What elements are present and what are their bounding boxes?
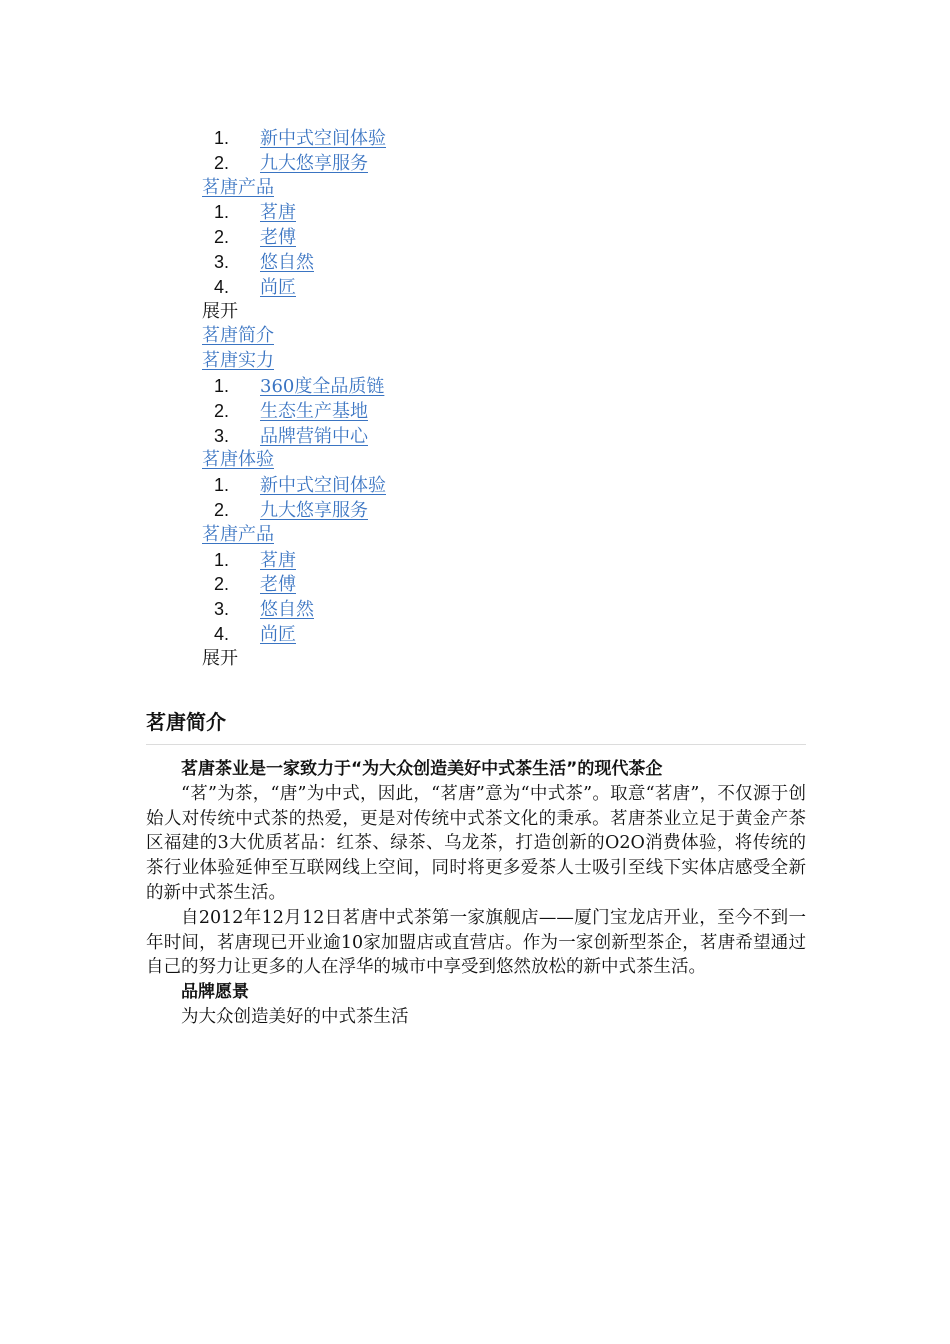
nav-item-link[interactable]: 茗唐产品 [202, 523, 274, 545]
nav-subitem-number: 3. [213, 425, 229, 446]
nav-subitem-link[interactable]: 茗唐 [260, 549, 296, 571]
section-title: 茗唐简介 [146, 704, 806, 745]
nav-subitem [202, 126, 822, 151]
nav-subitem [202, 374, 822, 399]
nav-subitem-number: 1. [213, 475, 229, 496]
nav-item [202, 176, 822, 201]
expand-toggle[interactable]: 展开 [202, 300, 238, 322]
nav-item [202, 647, 822, 672]
nav-subitem-link[interactable]: 九大悠享服务 [260, 499, 368, 521]
nav-item [202, 349, 822, 374]
nav-subitem-number: 1. [213, 128, 229, 148]
nav-subitem-link[interactable]: 尚匠 [260, 276, 296, 298]
article-paragraph: “茗”为茶，“唐”为中式，因此，“茗唐”意为“中式茶”。取意“茗唐”，不仅源于创始人对传统中式茶的热爱，更是对传统中式茶文化的秉承。茗唐茶业立足于黄金产茶区福建的3大优质茗品：红茶、绿茶、乌龙茶，打造创新的O2O消费体验，将传统的茶行业体验延伸至互联网线上空间，同时将更多爱茶人士吸引至线下实体店感受全新的新中式茶生活。 [146, 783, 806, 903]
nav-subitem-link[interactable]: 老傅 [260, 574, 296, 596]
nav-subitem [202, 548, 822, 573]
nav-subitem-number: 2. [213, 574, 229, 595]
article-section [146, 704, 806, 1030]
nav-subitem [202, 622, 822, 647]
nav-subitem [202, 151, 822, 176]
nav-item [202, 324, 822, 349]
nav-subitem-number: 2. [213, 400, 229, 421]
nav-subitem [202, 399, 822, 424]
nav-subitem [202, 275, 822, 300]
nav-subitem-number: 3. [213, 251, 229, 272]
nav-subitem-number: 2. [213, 499, 229, 520]
nav-item-link[interactable]: 茗唐产品 [202, 176, 274, 198]
nav-subitem [202, 597, 822, 622]
nav-item-link[interactable]: 茗唐体验 [202, 449, 274, 471]
nav-subitem-link[interactable]: 老傅 [260, 227, 296, 249]
nav-subitem-number: 2. [213, 227, 229, 248]
nav-subitem-link[interactable]: 生态生产基地 [260, 400, 368, 422]
nav-subitem [202, 200, 822, 225]
nav-subitem-number: 1. [213, 375, 229, 396]
nav-subitem-number: 4. [213, 623, 229, 644]
nav-item-link[interactable]: 茗唐实力 [202, 350, 274, 372]
nav-subitem-link[interactable]: 九大悠享服务 [260, 152, 368, 174]
nav-subitem-link[interactable]: 新中式空间体验 [260, 128, 386, 149]
nav-item [202, 448, 822, 473]
nav-subitem [202, 250, 822, 275]
nav-item [202, 523, 822, 548]
nav-subitem [202, 473, 822, 498]
nav-subitem [202, 424, 822, 449]
nav-subitem-link[interactable]: 悠自然 [260, 599, 314, 621]
nav-subitem [202, 225, 822, 250]
navigation-menu [202, 126, 822, 672]
nav-subitem-link[interactable]: 品牌营销中心 [260, 425, 368, 447]
nav-subitem-number: 3. [213, 599, 229, 620]
expand-toggle[interactable]: 展开 [202, 647, 238, 669]
nav-subitem-link[interactable]: 茗唐 [260, 202, 296, 224]
nav-item [202, 300, 822, 325]
nav-subitem-link[interactable]: 360度全品质链 [260, 375, 385, 397]
article-paragraph: 自2012年12月12日茗唐中式茶第一家旗舰店——厦门宝龙店开业，至今不到一年时间，茗唐现已开业逾10家加盟店或直营店。作为一家创新型茶企，茗唐希望通过自己的努力让更多的人在浮华的城市中享受到悠然放松的新中式茶生活。 [146, 907, 806, 978]
nav-subitem-number: 1. [213, 202, 229, 223]
nav-subitem-link[interactable]: 尚匠 [260, 623, 296, 645]
nav-subitem [202, 498, 822, 523]
nav-subitem-link[interactable]: 新中式空间体验 [260, 475, 386, 497]
nav-subitem [202, 572, 822, 597]
article-content [146, 757, 806, 1030]
article-heading: 品牌愿景 [181, 982, 249, 1003]
nav-subitem-link[interactable]: 悠自然 [260, 251, 314, 273]
nav-item-link[interactable]: 茗唐简介 [202, 325, 274, 347]
nav-subitem-number: 1. [213, 549, 229, 570]
article-heading: 茗唐茶业是一家致力于“为大众创造美好中式茶生活”的现代茶企 [181, 759, 663, 779]
article-paragraph: 为大众创造美好的中式茶生活 [181, 1006, 409, 1027]
nav-subitem-number: 4. [213, 276, 229, 297]
nav-subitem-number: 2. [213, 152, 229, 173]
